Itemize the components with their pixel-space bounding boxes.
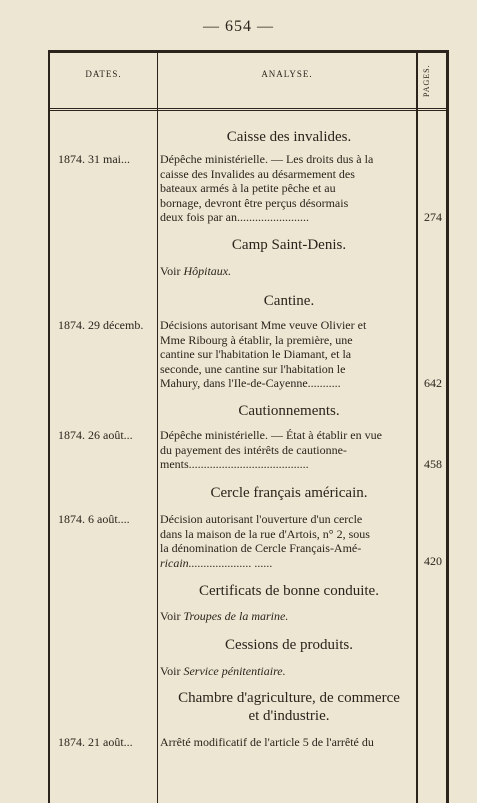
- entry-date: 1874. 6 août....: [58, 512, 130, 526]
- entry-page: 642: [424, 376, 442, 390]
- entry-analysis: Décisions autorisant Mme veuve Olivier et Mme Ribourg à établir, la première, une cantine sur l'habitation le Diamant, et la seconde, une cantine sur l'habitation le Mahury, dans l'Ile-de-Cayenne...........: [160, 318, 367, 390]
- entry-date: 1874. 29 décemb.: [58, 318, 144, 332]
- entry-date: 1874. 31 mai...: [58, 152, 130, 166]
- entry-page: 420: [424, 554, 442, 568]
- entry-date: 1874. 26 août...: [58, 428, 133, 442]
- entry-analysis: Dépêche ministérielle. — Les droits dus à la caisse des Invalides au désarmement des bateaux armés à la petite pêche et au bornage, devront être perçus désormais deux fois par an........................: [160, 152, 374, 224]
- section-title: Camp Saint-Denis.: [231, 237, 347, 253]
- header-rule: [50, 108, 446, 111]
- entry-page: 274: [424, 210, 442, 224]
- section-title: Cantine.: [263, 293, 315, 309]
- see-reference: Voir Troupes de la marine.: [160, 609, 289, 623]
- header-pages: PAGES.: [422, 64, 431, 98]
- see-reference: Voir Service pénitentiaire.: [160, 664, 286, 678]
- section-title: Cercle français américain.: [210, 485, 368, 501]
- section-title: Cautionnements.: [238, 403, 340, 419]
- page-number: — 654 —: [203, 18, 274, 35]
- section-title: Cessions de produits.: [225, 637, 353, 653]
- entry-page: 458: [424, 457, 442, 471]
- entry-analysis: Arrêté modificatif de l'article 5 de l'arrêté du: [160, 735, 374, 749]
- section-title: Caisse des invalides.: [226, 129, 352, 145]
- entry-analysis: Décision autorisant l'ouverture d'un cercle dans la maison de la rue d'Artois, n° 2, sous la dénomination de Cercle Français-Amé- ricain..................... ......: [160, 512, 370, 570]
- see-reference: Voir Hôpitaux.: [160, 264, 232, 278]
- entry-date: 1874. 21 août...: [58, 735, 133, 749]
- section-title: Certificats de bonne conduite.: [199, 583, 379, 599]
- header-analyse: ANALYSE.: [261, 69, 313, 79]
- section-title: Chambre d'agriculture, de commerce et d'industrie.: [178, 690, 400, 724]
- entry-analysis: Dépêche ministérielle. — État à établir en vue du payement des intérêts de cautionne- ments........................................: [160, 428, 382, 471]
- header-dates: DATES.: [85, 69, 122, 79]
